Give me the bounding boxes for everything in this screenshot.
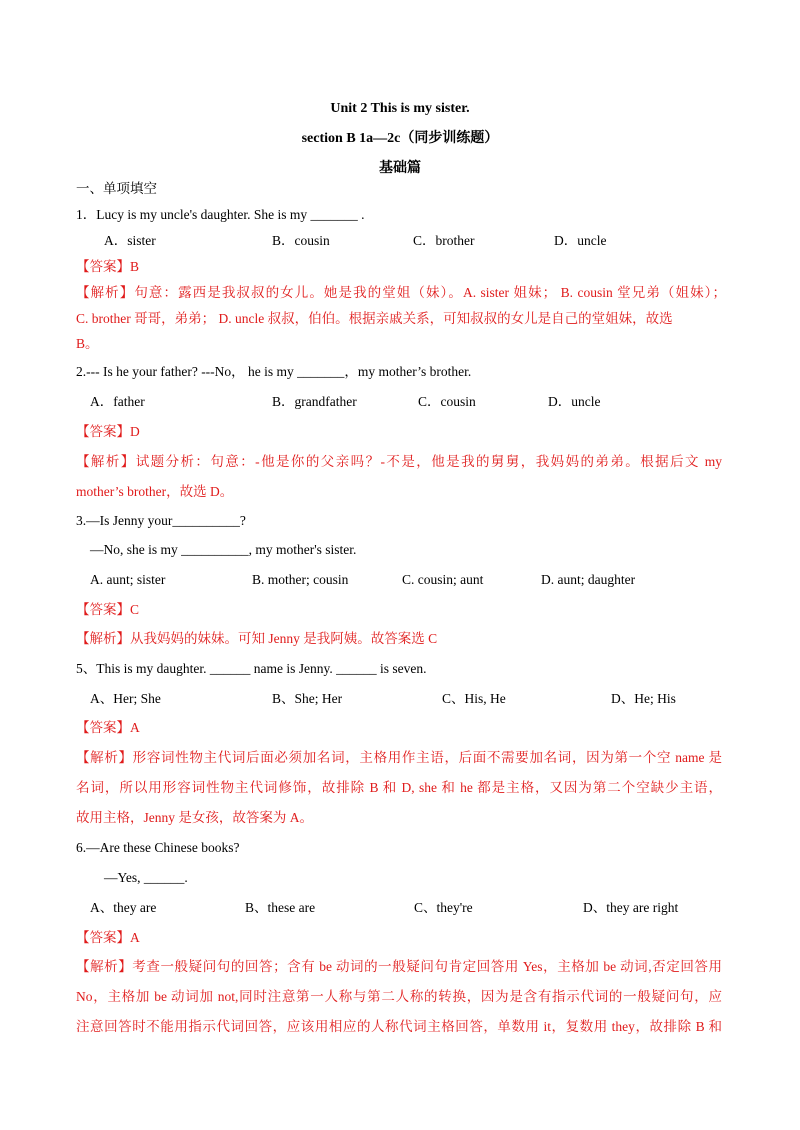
question-3-stem-line-1: 3.—Is Jenny your__________?	[76, 513, 246, 528]
question-3-option-b: B. mother; cousin	[252, 572, 349, 587]
question-5-option-b: B、She; Her	[272, 691, 343, 706]
question-5-analysis-line-3: 故用主格，Jenny 是女孩，故答案为 A。	[76, 810, 313, 825]
question-3-stem-line-2: —No, she is my __________, my mother's sister.	[90, 542, 357, 557]
question-3-analysis-line-1: 【解析】从我妈妈的妹妹。可知 Jenny 是我阿姨。故答案选 C	[76, 631, 438, 646]
question-5-analysis-line-1: 【解析】形容词性物主代词后面必须加名词，主格用作主语，后面不需要加名词，因为第一个空 name 是	[76, 750, 722, 765]
question-3-option-a: A. aunt; sister	[90, 572, 166, 587]
question-2-analysis-line-2: mother’s brother，故选 D。	[76, 484, 234, 499]
question-2-option-d: D．uncle	[548, 394, 601, 409]
question-2-option-c: C．cousin	[418, 394, 476, 409]
question-6-answer: 【答案】A	[76, 930, 140, 945]
question-2-option-b: B．grandfather	[272, 394, 357, 409]
question-3-option-c: C. cousin; aunt	[402, 572, 484, 587]
question-2-answer: 【答案】D	[76, 424, 140, 439]
question-2-analysis-line-1: 【解析】试题分析：句意：-他是你的父亲吗？-不是，他是我的舅舅，我妈妈的弟弟。根据后文 my	[76, 454, 722, 469]
question-6-stem-line-2: —Yes, ______.	[104, 870, 188, 885]
difficulty-level: 基础篇	[379, 161, 421, 176]
question-1-option-b: B．cousin	[272, 233, 330, 248]
question-5-stem: 5、This is my daughter. ______ name is Jenny. ______ is seven.	[76, 661, 427, 676]
section-heading: 一、单项填空	[76, 181, 157, 196]
question-5-option-a: A、Her; She	[90, 691, 161, 706]
question-1-analysis-line-1: 【解析】句意：露西是我叔叔的女儿。她是我的堂姐（妹）。A. sister 姐妹； B. cousin 堂兄弟（姐妹）；	[76, 285, 726, 300]
question-6-stem-line-1: 6.—Are these Chinese books?	[76, 840, 240, 855]
document-title: Unit 2 This is my sister.	[330, 101, 470, 116]
question-2-stem: 2.--- Is he your father? ---No， he is my _______，my mother’s brother.	[76, 364, 472, 379]
question-6-analysis-line-2: No，主格加 be 动词加 not,同时注意第一人称与第二人称的转换，因为是含有指示代词的一般疑问句，应	[76, 989, 722, 1004]
question-6-analysis-line-3: 注意回答时不能用指示代词回答，应该用相应的人称代词主格回答，单数用 it，复数用 they，故排除 B 和	[76, 1019, 722, 1034]
question-5-analysis-line-2: 名词，所以用形容词性物主代词修饰，故排除 B 和 D, she 和 he 都是主格，又因为第二个空缺少主语，	[76, 780, 722, 795]
question-1-option-a: A．sister	[104, 233, 156, 248]
question-6-option-b: B、these are	[245, 900, 316, 915]
question-5-option-d: D、He; His	[611, 691, 676, 706]
question-3-option-d: D. aunt; daughter	[541, 572, 636, 587]
question-2-option-a: A．father	[90, 394, 145, 409]
question-3-answer: 【答案】C	[76, 602, 140, 617]
question-6-option-c: C、they're	[414, 900, 473, 915]
question-6-option-a: A、they are	[90, 900, 157, 915]
question-1-answer: 【答案】B	[76, 259, 140, 274]
document-subtitle: section B 1a—2c（同步训练题）	[301, 131, 499, 146]
question-1-analysis-line-3: B。	[76, 336, 99, 351]
question-1-stem: 1．Lucy is my uncle's daughter. She is my _______ .	[76, 207, 365, 222]
question-5-answer: 【答案】A	[76, 720, 140, 735]
question-1-option-c: C．brother	[413, 233, 475, 248]
question-5-option-c: C、His, He	[442, 691, 506, 706]
question-1-analysis-line-2: C. brother 哥哥，弟弟； D. uncle 叔叔，伯伯。根据亲戚关系，可知叔叔的女儿是自己的堂姐妹，故选	[76, 311, 673, 326]
question-1-option-d: D．uncle	[554, 233, 607, 248]
question-6-option-d: D、they are right	[583, 900, 679, 915]
question-6-analysis-line-1: 【解析】考查一般疑问句的回答；含有 be 动词的一般疑问句肯定回答用 Yes，主格加 be 动词,否定回答用	[76, 959, 722, 974]
